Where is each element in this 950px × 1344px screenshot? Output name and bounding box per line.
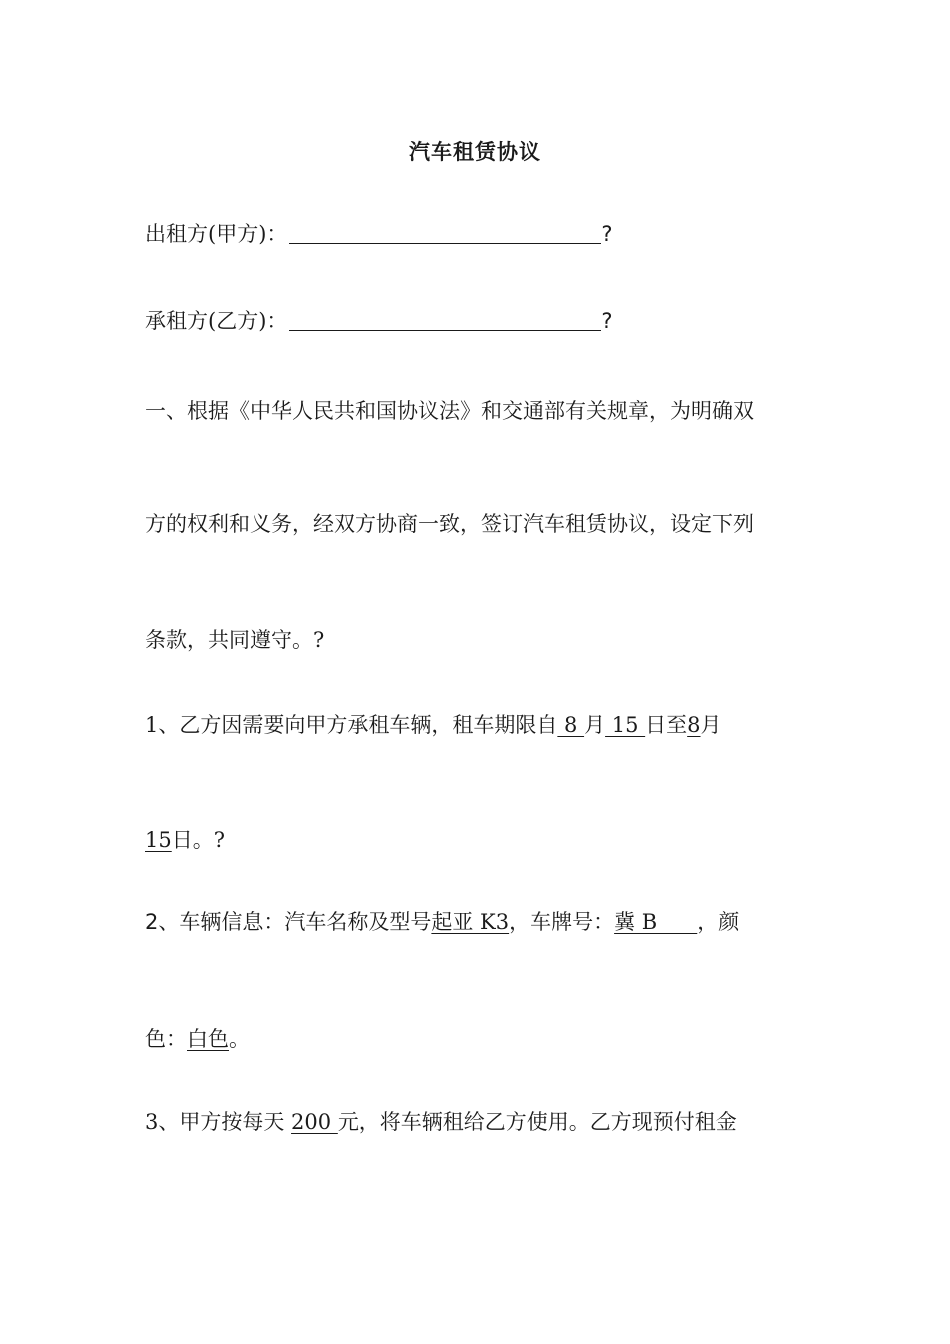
intro-line-1: 一、根据《中华人民共和国协议法》和交通部有关规章，为明确双 — [145, 399, 754, 423]
lessor-line — [145, 220, 613, 248]
clause-2-text: 、车辆信息：汽车名称及型号 — [158, 910, 432, 934]
intro-line-3: 条款，共同遵守。? — [145, 628, 325, 652]
lessee-end: ? — [601, 309, 613, 333]
color-label: 色： — [145, 1027, 187, 1051]
lessor-blank — [289, 221, 601, 244]
car-model-text: 起亚 K3 — [431, 910, 510, 934]
clause-2-number: 2 — [145, 910, 159, 934]
lessor-end: ? — [601, 222, 613, 246]
clause-2-line-2 — [145, 1025, 250, 1053]
clause-2-tail: ，颜 — [697, 910, 740, 934]
plate-number: 冀 B — [614, 910, 698, 934]
lessee-label: 承租方(乙方)： — [145, 309, 288, 333]
end-month: 8 — [687, 713, 701, 737]
month-char: 月 — [584, 713, 606, 737]
month-char-2: 月 — [700, 713, 722, 737]
lessor-label: 出租方(甲方)： — [145, 222, 288, 246]
clause-3-tail: 元，将车辆租给乙方使用。乙方现预付租金 — [337, 1110, 737, 1134]
clause-2-line-1 — [145, 908, 739, 936]
clause-2-end: 。 — [229, 1027, 250, 1051]
day-to-char: 日至 — [645, 713, 688, 737]
end-day: 15 — [145, 828, 172, 852]
daily-rent: 200 — [291, 1110, 338, 1134]
clause-1-text: 1、乙方因需要向甲方承租车辆，租车期限自 — [145, 713, 558, 737]
clause-3-text: 3、甲方按每天 — [145, 1110, 292, 1134]
car-model — [431, 910, 509, 934]
document-title: 汽车租赁协议 — [409, 139, 541, 164]
clause-3-line-1 — [145, 1108, 737, 1136]
start-day: 15 — [605, 713, 646, 737]
start-month: 8 — [557, 713, 585, 737]
clause-1-line-1 — [145, 711, 722, 739]
clause-1-end: 日。? — [171, 828, 225, 852]
lessee-blank — [289, 308, 601, 331]
car-color: 白色 — [187, 1027, 229, 1051]
intro-line-2: 方的权利和义务，经双方协商一致，签订汽车租赁协议，设定下列 — [145, 512, 754, 536]
clause-1-line-2 — [145, 826, 225, 854]
plate-label: ，车牌号： — [509, 910, 615, 934]
lessee-line — [145, 307, 613, 335]
